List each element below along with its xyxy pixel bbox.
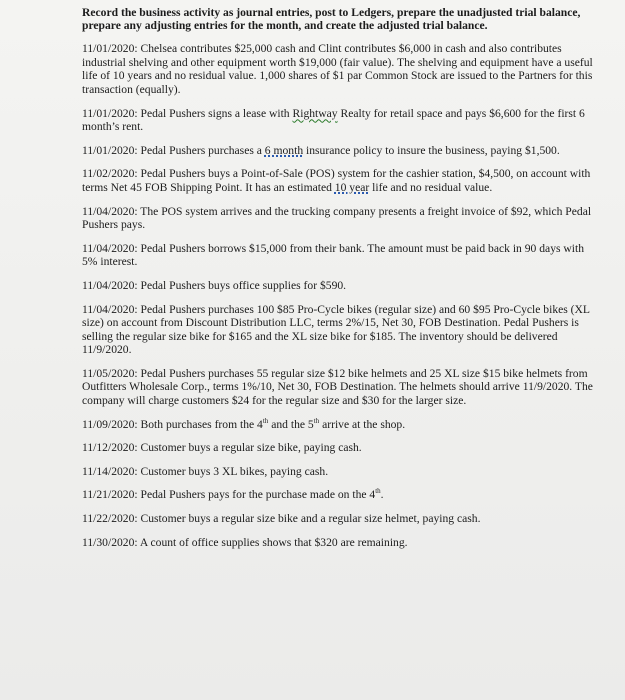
grammar-flag-10-year: 10 year [334,180,370,194]
entry-1104-bank-loan: 11/04/2020: Pedal Pushers borrows $15,000 from their bank. The amount must be paid back in 90 days with 5% interest. [82,241,585,269]
entry-1114-sale: 11/14/2020: Customer buys 3 XL bikes, paying cash. [82,464,329,478]
entry-1102-pos-system: 11/02/2020: Pedal Pushers buys a Point-of-Sale (POS) system for the cashier station, $4,500, on account with terms Net 45 FOB Shipping Point. It has an estimated 10 year life and no residual value. [82,167,591,194]
entry-1130-supplies-count: 11/30/2020: A count of office supplies shows that $320 are remaining. [82,535,408,549]
entry-1121-payment: 11/21/2020: Pedal Pushers pays for the purchase made on the 4th. [82,487,384,502]
entry-1122-sale: 11/22/2020: Customer buys a regular size bike and a regular size helmet, paying cash. [82,512,481,526]
entry-1109-arrival: 11/09/2020: Both purchases from the 4th and the 5th arrive at the shop. [82,416,406,431]
entry-1101-lease: 11/01/2020: Pedal Pushers signs a lease with Rightway Realty for retail space and pays $6,600 for the first 6 month’s rent. [82,106,585,134]
entry-1104-freight: 11/04/2020: The POS system arrives and the trucking company presents a freight invoice of $92, which Pedal Pushers pays. [82,204,592,232]
entry-1104-bike-purchase: 11/04/2020: Pedal Pushers purchases 100 $85 Pro-Cycle bikes (regular size) and 60 $95 Pro-Cycle bikes (XL size) on account from Discount Distribution LLC, terms 2%/15, Net 30, FOB Destination. Pedal Pushers is selling the regular size bike for $165 and the XL size bike for $185. The inventory should be delivered 11/9/2020. [82,302,590,357]
entry-1104-office-supplies: 11/04/2020: Pedal Pushers buys office supplies for $590. [82,278,347,292]
instructions-heading: Record the business activity as journal entries, post to Ledgers, prepare the unadjusted trial balance, prepare any adjusting entries for the month, and create the adjusted trial balance. [82,6,581,32]
grammar-flag-6-month: 6 month [264,143,304,157]
entry-1112-sale: 11/12/2020: Customer buys a regular size bike, paying cash. [82,441,362,455]
entry-1101-insurance: 11/01/2020: Pedal Pushers purchases a 6 month insurance policy to insure the business, paying $1,500. [82,143,560,157]
entry-1105-helmet-purchase: 11/05/2020: Pedal Pushers purchases 55 regular size $12 bike helmets and 25 XL size $15 bike helmets from Outfitters Wholesale Corp., terms 1%/10, Net 30, FOB Destination. The helmets should arrive 11/9/2020. The company will charge customers $24 for the regular size and $30 for the larger size. [82,366,593,408]
spellcheck-flag-rightway: Rightway [292,106,338,120]
entry-1101-contribution: 11/01/2020: Chelsea contributes $25,000 cash and Clint contributes $6,000 in cash and also contributes industrial shelving and other equipment worth $19,000 (fair value). The shelving and equipment have a useful life of 10 years and no residual value. 1,000 shares of $1 par Common Stock are issued to the Partners for this transaction (equally). [82,42,593,96]
